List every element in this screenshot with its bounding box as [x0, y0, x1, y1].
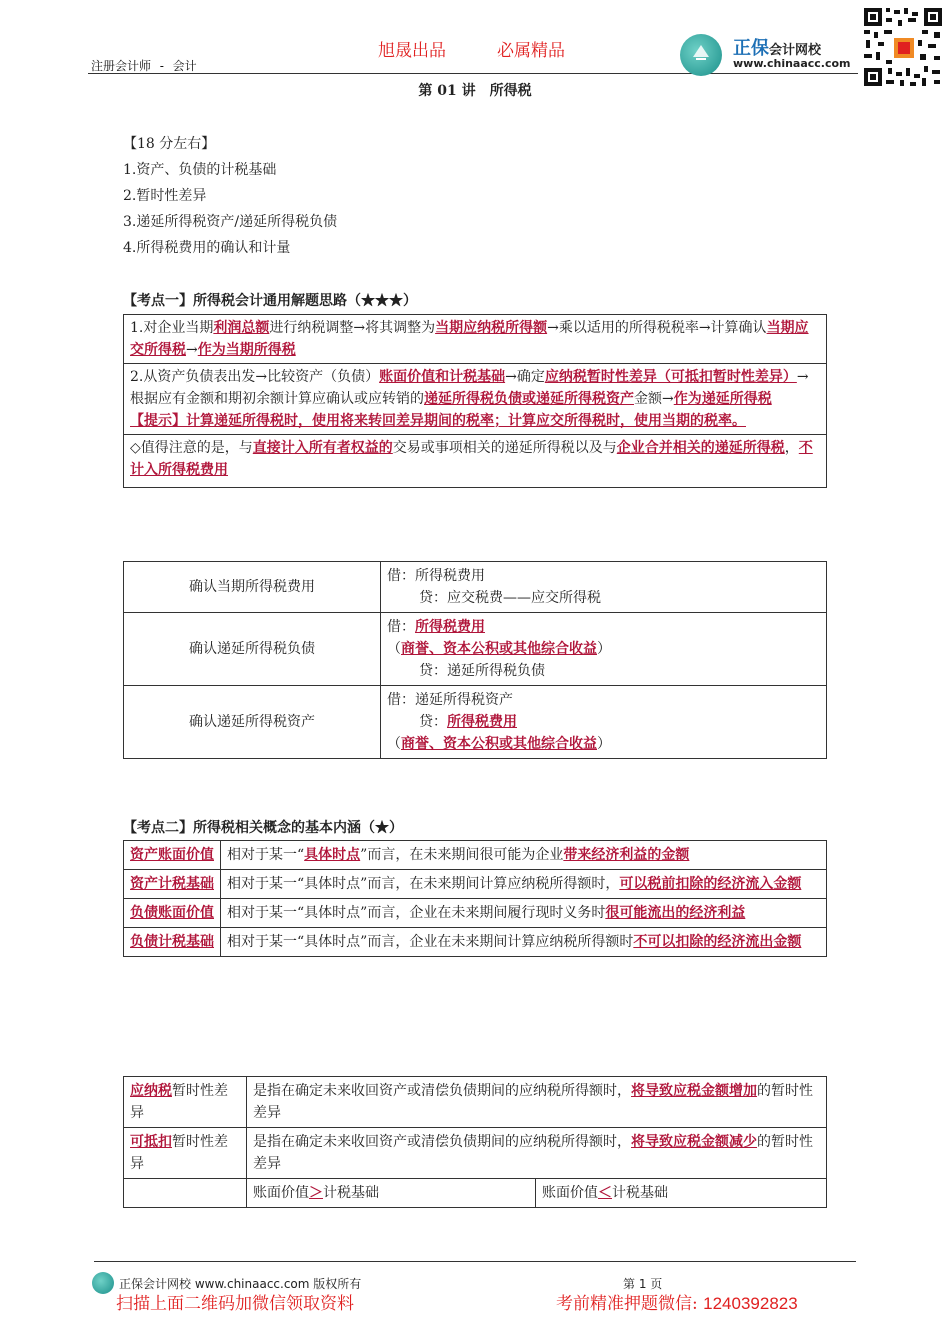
text: 金额→ — [634, 391, 674, 407]
table-row — [124, 315, 827, 364]
key-term: ＞ — [309, 1185, 323, 1201]
text: →确定 — [505, 369, 545, 385]
concept-table — [123, 840, 827, 957]
temporary-difference-table — [123, 1076, 827, 1208]
key-term: 可以税前扣除的经济流入金额 — [619, 876, 802, 892]
text: 贷： — [419, 714, 447, 730]
text: ） — [597, 641, 611, 657]
brand-sub: 会计网校 — [769, 43, 822, 58]
entry-label: 确认递延所得税资产 — [124, 686, 381, 759]
concept-term — [124, 841, 221, 870]
brand-main: 正保 — [733, 38, 769, 59]
key-term: 直接计入所有者权益的 — [252, 440, 393, 456]
concept-definition — [221, 899, 827, 928]
empty-cell — [124, 1179, 247, 1208]
concept-term — [124, 870, 221, 899]
key-term: 可抵扣 — [130, 1134, 172, 1150]
table-row — [124, 1179, 827, 1208]
text: ◇值得注意的是，与 — [130, 440, 253, 456]
section-title-point1: 【考点一】所得税会计通用解题思路（★★★） — [123, 293, 417, 309]
text: 相对于某一“具体时点”而言，企业在未来期间计算应纳税所得额时 — [227, 934, 634, 950]
text: （ — [387, 736, 401, 752]
table-row — [124, 613, 827, 686]
wechat-label: 考前精准押题微信: — [556, 1294, 698, 1314]
key-term: 负债账面价值 — [130, 905, 214, 921]
header-divider — [88, 73, 858, 74]
entry-content — [381, 686, 827, 759]
approach-note — [124, 435, 827, 488]
logo-book-icon — [690, 41, 712, 63]
concept-definition — [221, 928, 827, 957]
key-term: 账面价值和计税基础 — [379, 369, 506, 385]
approach-step-1 — [124, 315, 827, 364]
key-term: 商誉、资本公积或其他综合收益 — [401, 736, 597, 752]
qr-code-icon — [862, 6, 944, 88]
debit-line — [387, 616, 820, 638]
table-row — [124, 1077, 827, 1128]
entry-label: 确认当期所得税费用 — [124, 562, 381, 613]
table-row — [124, 435, 827, 488]
key-term: 将导致应税金额减少 — [631, 1134, 757, 1150]
key-term: 商誉、资本公积或其他综合收益 — [401, 641, 597, 657]
credit-line-alt — [387, 733, 820, 755]
intro-item-4: 4.所得税费用的确认和计量 — [123, 240, 291, 256]
course-name: 注册会计师 - 会计 — [91, 59, 197, 73]
key-term: ＜ — [598, 1185, 612, 1201]
key-term: 将导致应税金额增加 — [631, 1083, 757, 1099]
difference-definition — [247, 1128, 827, 1179]
text: 暂时性差异 — [130, 1083, 228, 1121]
text: 相对于某一“ — [227, 847, 305, 863]
approach-step-2 — [124, 364, 827, 435]
credit-line: 贷：应交税费——应交所得税 — [419, 590, 601, 606]
text: ”而言，在未来期间很可能为企业 — [360, 847, 564, 863]
table-row — [124, 899, 827, 928]
scan-promo: 扫描上面二维码加微信领取资料 — [116, 1294, 354, 1314]
text: 计税基础 — [323, 1185, 379, 1201]
key-term: 应纳税暂时性差异（可抵扣暂时性差异） — [544, 369, 797, 385]
text: 的暂时性差异 — [253, 1134, 813, 1172]
text: 交易或事项相关的递延所得税以及与 — [392, 440, 617, 456]
page-number: 第 1 页 — [623, 1277, 663, 1291]
debit-line-alt — [387, 638, 820, 660]
key-term: 具体时点 — [304, 847, 361, 863]
key-term: 所得税费用 — [447, 714, 517, 730]
concept-term — [124, 928, 221, 957]
intro-item-1: 1.资产、负债的计税基础 — [123, 162, 277, 178]
text: 计税基础 — [612, 1185, 668, 1201]
score-note: 【18 分左右】 — [123, 136, 216, 152]
key-term: 资产计税基础 — [130, 876, 214, 892]
key-term: 不计入所得税费用 — [130, 440, 813, 478]
footer-logo-icon — [92, 1272, 114, 1294]
text: 相对于某一“具体时点”而言，在未来期间计算应纳税所得额时， — [227, 876, 620, 892]
entry-label: 确认递延所得税负债 — [124, 613, 381, 686]
key-term: 利润总额 — [213, 320, 270, 336]
entry-content — [381, 613, 827, 686]
text: →乘以适用的所得税税率→计算确认 — [547, 320, 767, 336]
hint-note: 【提示】计算递延所得税时，使用将来转回差异期间的税率；计算应交所得税时，使用当期的税率。 — [130, 413, 746, 429]
brand-url: www.chinaacc.com — [733, 57, 851, 70]
text: 暂时性差异 — [130, 1134, 228, 1172]
concept-definition — [221, 841, 827, 870]
debit-line: 借：所得税费用 — [387, 568, 485, 584]
text: ， — [784, 440, 799, 456]
key-term: 作为当期所得税 — [197, 342, 296, 358]
key-term: 作为递延所得税 — [673, 391, 772, 407]
key-term: 带来经济利益的金额 — [563, 847, 690, 863]
taxable-condition — [247, 1179, 536, 1208]
table-row — [124, 1128, 827, 1179]
footer-divider — [94, 1261, 856, 1262]
text: 1.对企业当期 — [130, 320, 214, 336]
key-term: 所得税费用 — [415, 619, 485, 635]
section-title-point2: 【考点二】所得税相关概念的基本内涵（★） — [123, 820, 403, 836]
deductible-condition — [536, 1179, 827, 1208]
intro-item-3: 3.递延所得税资产/递延所得税负债 — [123, 214, 338, 230]
key-term: 不可以扣除的经济流出金额 — [633, 934, 802, 950]
text: ） — [597, 736, 611, 752]
key-term: 很可能流出的经济利益 — [605, 905, 746, 921]
text: 相对于某一“具体时点”而言，企业在未来期间履行现时义务时 — [227, 905, 606, 921]
wechat-id: 1240392823 — [703, 1294, 798, 1313]
table-row — [124, 841, 827, 870]
table-row — [124, 562, 827, 613]
debit-line: 借：递延所得税资产 — [387, 692, 513, 708]
key-term: 负债计税基础 — [130, 934, 214, 950]
difference-definition — [247, 1077, 827, 1128]
table-row — [124, 928, 827, 957]
text: 借： — [387, 619, 415, 635]
footer-copyright: 正保会计网校 www.chinaacc.com 版权所有 — [119, 1277, 362, 1291]
text: → — [186, 342, 198, 358]
key-term: 应纳税 — [130, 1083, 172, 1099]
table-row — [124, 686, 827, 759]
difference-term — [124, 1128, 247, 1179]
concept-definition — [221, 870, 827, 899]
difference-term — [124, 1077, 247, 1128]
concept-term — [124, 899, 221, 928]
slogan-1: 旭晟出品 — [378, 41, 446, 61]
slogan-2: 必属精品 — [497, 41, 565, 61]
key-term: 递延所得税负债或递延所得税资产 — [424, 391, 634, 407]
key-term: 资产账面价值 — [130, 847, 214, 863]
credit-line: 贷：递延所得税负债 — [419, 663, 545, 679]
text: 的暂时性差异 — [253, 1083, 813, 1121]
journal-entry-table — [123, 561, 827, 759]
lecture-title: 第 01 讲 所得税 — [418, 83, 532, 99]
solution-approach-table — [123, 314, 827, 488]
text: 账面价值 — [253, 1185, 309, 1201]
credit-line — [387, 711, 820, 733]
text: 进行纳税调整→将其调整为 — [269, 320, 436, 336]
key-term: 当期应交所得税 — [130, 320, 809, 358]
table-row — [124, 364, 827, 435]
entry-content — [381, 562, 827, 613]
text: 账面价值 — [542, 1185, 598, 1201]
text: （ — [387, 641, 401, 657]
wechat-promo — [556, 1289, 798, 1314]
text: 2.从资产负债表出发→比较资产（负债） — [130, 369, 380, 385]
text: 是指在确定未来收回资产或清偿负债期间的应纳税所得额时， — [253, 1134, 631, 1150]
intro-item-2: 2.暂时性差异 — [123, 188, 207, 204]
key-term: 企业合并相关的递延所得税 — [616, 440, 785, 456]
text: 是指在确定未来收回资产或清偿负债期间的应纳税所得额时， — [253, 1083, 631, 1099]
table-row — [124, 870, 827, 899]
text: →根据应有金额和期初余额计算应确认或应转销的 — [130, 369, 809, 407]
key-term: 当期应纳税所得额 — [435, 320, 548, 336]
